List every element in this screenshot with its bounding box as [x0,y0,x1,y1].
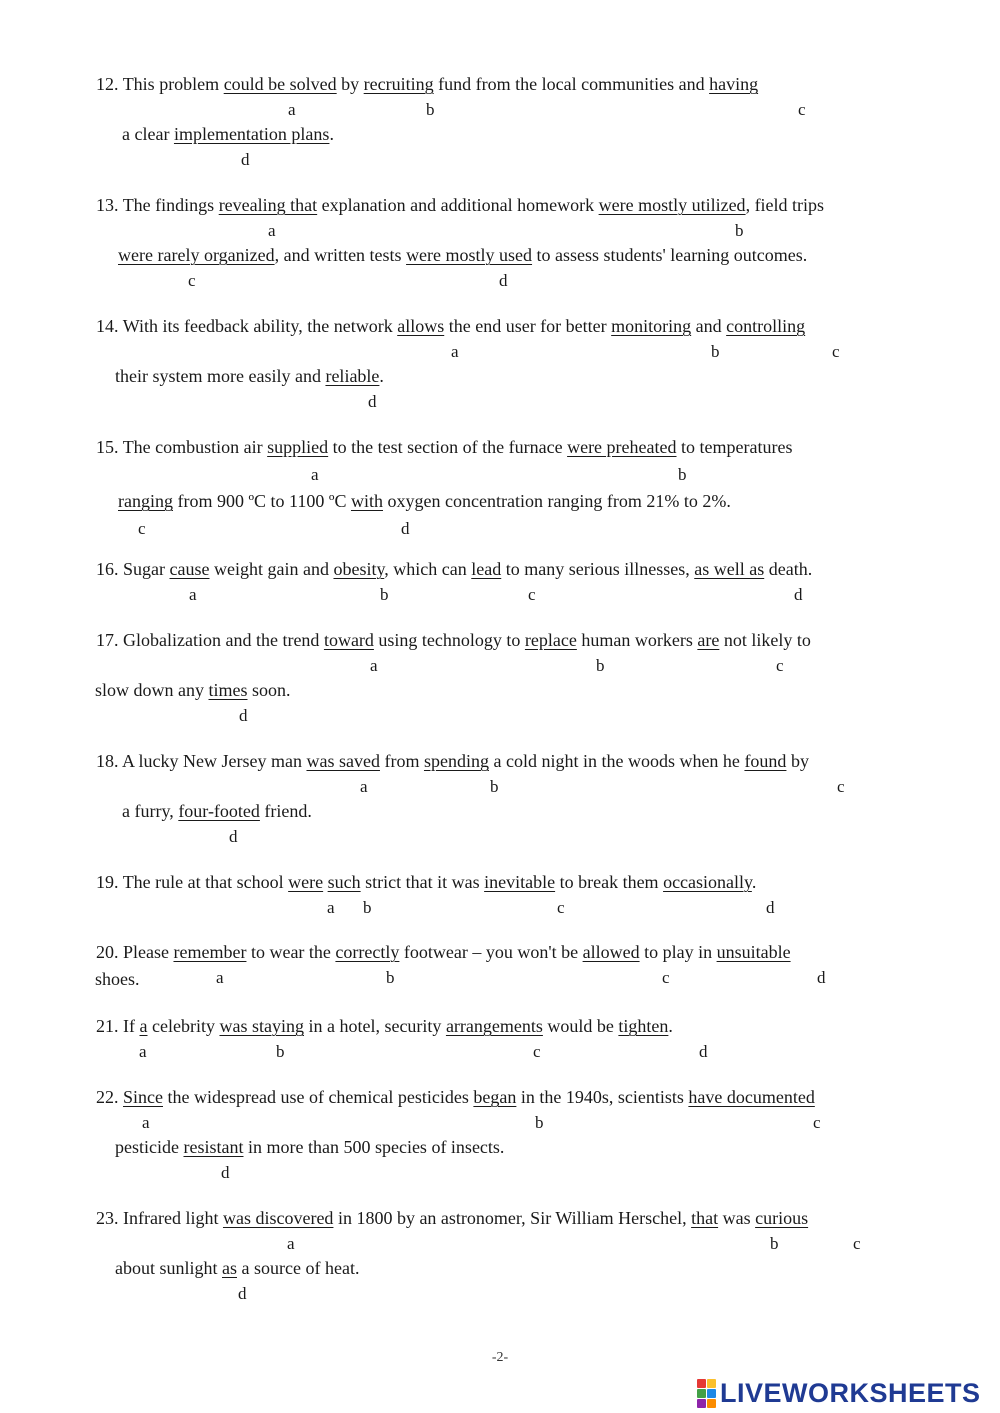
q20-option-d[interactable]: unsuitable [716,942,791,962]
q21-option-a[interactable]: a [139,1016,148,1036]
q23-label-a: a [287,1234,295,1253]
q18-label-c: c [837,777,845,796]
q21-label-c: c [533,1042,541,1061]
q12-label-c: c [798,100,806,119]
q17-line-1: 17. Globalization and the trend toward using technology to replace human workers are not likely to [96,630,811,650]
q23-label-c: c [853,1234,861,1253]
logo-tile [707,1399,716,1408]
q14-label-c: c [832,342,840,361]
q18-option-a[interactable]: was saved [306,751,380,771]
q18-label-d: d [229,827,238,846]
q21-option-b[interactable]: was staying [219,1016,304,1036]
q21-label-b: b [276,1042,285,1061]
q22-option-c[interactable]: have documented [688,1087,815,1107]
q13-label-d: d [499,271,508,290]
q19-number: 19. [96,872,119,892]
q14-label-d: d [368,392,377,411]
q12-line-2: a clear implementation plans. [122,124,334,144]
q18-option-d[interactable]: four-footed [178,801,260,821]
logo-tile [697,1379,706,1388]
q15-label-a: a [311,465,319,484]
q21-label-d: d [699,1042,708,1061]
q17-option-d[interactable]: times [208,680,248,700]
q12-option-a[interactable]: could be solved [223,74,337,94]
q20-number: 20. [96,942,119,962]
q15-option-d[interactable]: with [350,491,383,511]
q17-option-a[interactable]: toward [323,630,374,650]
q15-number: 15. [96,437,119,457]
logo-tile [707,1389,716,1398]
q13-line-1: 13. The findings revealing that explanation and additional homework were mostly utilized, field trips [96,195,825,215]
q19-label-a: a [327,898,335,917]
q19-label-c: c [557,898,565,917]
q14-option-d[interactable]: reliable [325,366,380,386]
q17-line-2: slow down any times soon. [95,680,291,700]
q14-line-2: their system more easily and reliable. [115,366,384,386]
q23-line-2: about sunlight as a source of heat. [115,1258,360,1278]
q23-number: 23. [96,1208,119,1228]
q16-label-b: b [380,585,389,604]
q13-label-a: a [268,221,276,240]
logo-tiles-icon [697,1379,716,1408]
q14-label-a: a [451,342,459,361]
q21-line-1: 21. If a celebrity was staying in a hotel, security arrangements would be tighten. [96,1016,673,1036]
q12-option-b[interactable]: recruiting [363,74,434,94]
q17-number: 17. [96,630,119,650]
q12-option-c[interactable]: having [709,74,759,94]
q23-option-b[interactable]: that [691,1208,719,1228]
q16-option-a[interactable]: cause [169,559,210,579]
q22-option-b[interactable]: began [473,1087,517,1107]
q21-label-a: a [139,1042,147,1061]
logo-tile [697,1399,706,1408]
q14-option-b[interactable]: monitoring [611,316,692,336]
q16-option-b[interactable]: obesity [333,559,385,579]
q21-option-c[interactable]: arrangements [445,1016,543,1036]
q23-option-d[interactable]: as [222,1258,237,1278]
q23-option-a[interactable]: was discovered [222,1208,334,1228]
q20-line-2: shoes. [95,969,140,989]
brand-name: LIVEWORKSHEETS [720,1377,981,1408]
q23-label-b: b [770,1234,779,1253]
q20-option-a[interactable]: remember [173,942,247,962]
q13-number: 13. [96,195,119,215]
q13-option-c[interactable]: were rarely organized [118,245,275,265]
q13-option-b[interactable]: were mostly utilized [598,195,746,215]
q13-label-b: b [735,221,744,240]
q20-option-b[interactable]: correctly [335,942,400,962]
q14-line-1: 14. With its feedback ability, the network allows the end user for better monitoring and controlling [96,316,806,336]
q16-line-1: 16. Sugar cause weight gain and obesity, which can lead to many serious illnesses, as well as death. [96,559,813,579]
q13-option-d[interactable]: were mostly used [406,245,533,265]
q12-line-1: 12. This problem could be solved by recruiting fund from the local communities and having [96,74,759,94]
q20-option-c[interactable]: allowed [582,942,640,962]
q15-label-c: c [138,519,146,538]
q20-line-1: 20. Please remember to wear the correctly footwear – you won't be allowed to play in unsuitable [96,942,791,962]
page-number: -2- [491,1350,509,1365]
q15-line-2: ranging from 900 ºC to 1100 ºC with oxygen concentration ranging from 21% to 2%. [118,491,731,511]
q22-label-a: a [142,1113,150,1132]
q19-label-d: d [766,898,775,917]
q15-label-d: d [401,519,410,538]
q15-line-1: 15. The combustion air supplied to the test section of the furnace were preheated to temperatures [96,437,793,457]
q17-label-d: d [239,706,248,725]
q18-option-b[interactable]: spending [423,751,489,771]
q17-option-b[interactable]: replace [524,630,577,650]
q18-line-1: 18. A lucky New Jersey man was saved from spending a cold night in the woods when he found by [96,751,809,771]
q12-number: 12. [96,74,119,94]
logo-tile [697,1389,706,1398]
q15-option-c[interactable]: ranging [118,491,173,511]
q15-option-b[interactable]: were preheated [567,437,677,457]
q14-label-b: b [711,342,720,361]
q20-label-b: b [386,968,395,987]
q23-label-d: d [238,1284,247,1303]
q18-label-a: a [360,777,368,796]
q22-line-1: 22. Since the widespread use of chemical pesticides began in the 1940s, scientists have documented [96,1087,815,1107]
q22-option-d[interactable]: resistant [183,1137,244,1157]
q18-line-2: a furry, four-footed friend. [122,801,312,821]
q16-number: 16. [96,559,119,579]
q13-line-2: were rarely organized, and written tests were mostly used to assess students' learning outcomes. [118,245,808,265]
q19-label-b: b [363,898,372,917]
q19-line-1: 19. The rule at that school were such strict that it was inevitable to break them occasionally. [96,872,757,892]
q19-option-c[interactable]: inevitable [484,872,556,892]
q22-number: 22. [96,1087,119,1107]
q22-label-d: d [221,1163,230,1182]
q20-label-d: d [817,968,826,987]
q21-number: 21. [96,1016,119,1036]
q15-label-b: b [678,465,687,484]
q18-option-c[interactable]: found [744,751,787,771]
q19-option-a[interactable]: were [288,872,324,892]
q15-option-a[interactable]: supplied [267,437,329,457]
q17-label-c: c [776,656,784,675]
logo-tile [707,1379,716,1388]
q14-option-c[interactable]: controlling [726,316,806,336]
q19-option-b[interactable]: such [327,872,361,892]
q23-option-c[interactable]: curious [755,1208,809,1228]
q16-label-d: d [794,585,803,604]
q16-option-c[interactable]: lead [471,559,502,579]
q23-line-1: 23. Infrared light was discovered in 1800 by an astronomer, Sir William Herschel, that was curious [96,1208,809,1228]
q13-label-c: c [188,271,196,290]
q12-label-b: b [426,100,435,119]
q14-number: 14. [96,316,119,336]
q22-option-a[interactable]: Since [123,1087,163,1107]
liveworksheets-logo [697,1378,981,1408]
q20-label-c: c [662,968,670,987]
q21-option-d[interactable]: tighten [618,1016,669,1036]
q22-label-c: c [813,1113,821,1132]
q12-label-d: d [241,150,250,169]
q16-label-a: a [189,585,197,604]
q22-label-b: b [535,1113,544,1132]
q14-option-a[interactable]: allows [397,316,445,336]
q16-option-d[interactable]: as well as [694,559,765,579]
q22-line-2: pesticide resistant in more than 500 species of insects. [115,1137,505,1157]
q17-label-b: b [596,656,605,675]
q19-option-d[interactable]: occasionally [663,872,752,892]
q17-option-c[interactable]: are [697,630,720,650]
q18-number: 18. [96,751,119,771]
q17-label-a: a [370,656,378,675]
q13-option-a[interactable]: revealing that [218,195,318,215]
q16-label-c: c [528,585,536,604]
q12-label-a: a [288,100,296,119]
q12-option-d[interactable]: implementation plans [173,124,330,144]
q18-label-b: b [490,777,499,796]
q20-label-a: a [216,968,224,987]
